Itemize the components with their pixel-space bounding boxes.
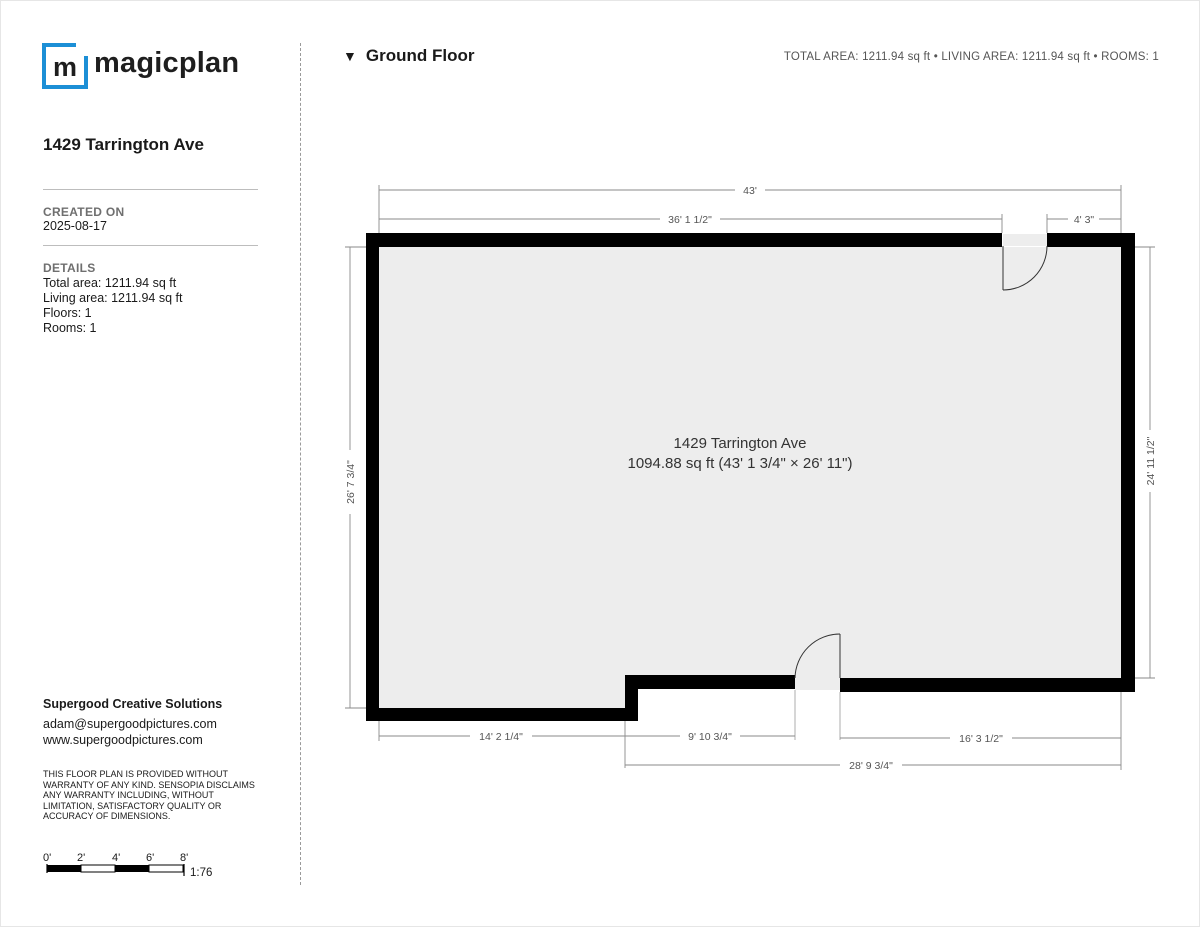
dim-top-left: 36' 1 1/2" xyxy=(668,214,712,226)
scale-tick-label: 0' xyxy=(43,852,52,864)
room-area: 1094.88 sq ft (43' 1 3/4" × 26' 11") xyxy=(627,455,853,472)
wall-top-left xyxy=(366,233,1002,247)
detail-floors: Floors: 1 xyxy=(43,306,92,320)
created-label: CREATED ON xyxy=(43,205,125,219)
created-value: 2025-08-17 xyxy=(43,219,107,233)
dim-bottom-overall: 28' 9 3/4" xyxy=(849,760,893,772)
caret-down-icon: ▼ xyxy=(343,48,357,64)
detail-total-area: Total area: 1211.94 sq ft xyxy=(43,276,177,290)
wall-bottom-middle xyxy=(625,675,795,689)
wall-right xyxy=(1121,233,1135,692)
scale-tick-label: 8' xyxy=(180,852,189,864)
wall-bottom-right xyxy=(840,678,1135,692)
dim-left: 26' 7 3/4" xyxy=(345,460,357,504)
contact-website[interactable]: www.supergoodpictures.com xyxy=(43,733,203,747)
property-address: 1429 Tarrington Ave xyxy=(43,135,204,154)
company-name: Supergood Creative Solutions xyxy=(43,697,223,711)
scale-ratio: 1:76 xyxy=(190,867,213,879)
room-name: 1429 Tarrington Ave xyxy=(673,435,807,452)
scale-tick-label: 4' xyxy=(112,852,121,864)
brand-name: magicplan xyxy=(94,46,240,79)
dim-bottom-middle: 9' 10 3/4" xyxy=(688,731,732,743)
detail-rooms: Rooms: 1 xyxy=(43,321,97,335)
room-floor[interactable] xyxy=(379,247,1121,714)
dim-top-overall: 43' xyxy=(743,185,757,197)
dim-right: 24' 11 1/2" xyxy=(1145,436,1157,486)
area-summary: TOTAL AREA: 1211.94 sq ft • LIVING AREA: 1211.94 sq ft • ROOMS: 1 xyxy=(783,51,1159,63)
details-label: DETAILS xyxy=(43,261,96,275)
disclaimer-text: THIS FLOOR PLAN IS PROVIDED WITHOUT WARRANTY OF ANY KIND. SENSOPIA DISCLAIMS ANY WARRANTY INCLUDING, WITHOUT LIMITATION, SATISFACTORY QUALITY OR ACCURACY OF DIMENSIONS. xyxy=(43,769,255,821)
dim-bottom-right: 16' 3 1/2" xyxy=(959,733,1003,745)
floor-name: Ground Floor xyxy=(365,46,475,65)
scale-tick-label: 6' xyxy=(146,852,155,864)
svg-text:m: m xyxy=(52,52,78,82)
contact-email[interactable]: adam@supergoodpictures.com xyxy=(43,717,217,731)
dim-top-right: 4' 3" xyxy=(1073,214,1095,226)
detail-living-area: Living area: 1211.94 sq ft xyxy=(43,291,183,305)
dim-bottom-left: 14' 2 1/4" xyxy=(479,731,523,743)
wall-left xyxy=(366,233,379,721)
wall-bottom-left xyxy=(366,708,638,721)
scale-tick-label: 2' xyxy=(77,852,86,864)
